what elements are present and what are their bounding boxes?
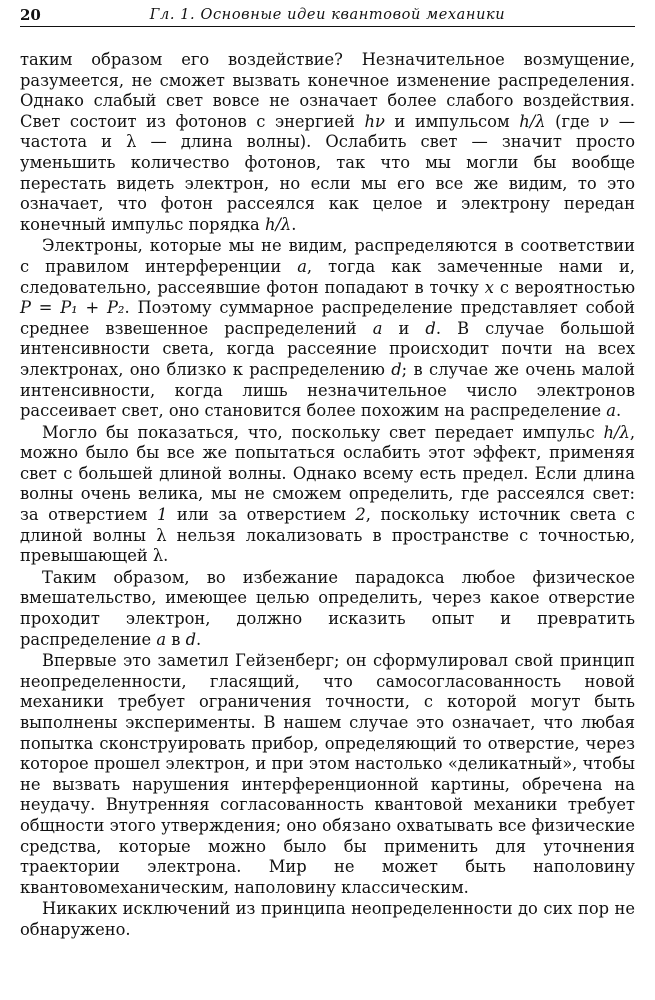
text-run: Никаких исключений из принципа неопределенности до сих пор не обнаружено. <box>20 899 635 939</box>
paragraph <box>20 236 635 421</box>
text-run: с вероятностью <box>493 277 635 297</box>
text-run: . В случае большой интенсивности света, когда рассеяние происходит почти на всех электронах, оно близко к распределению <box>20 318 635 379</box>
text-run: и <box>382 318 426 338</box>
page-number: 20 <box>20 6 41 24</box>
text-run: . <box>196 629 202 649</box>
formula: P = P₁ + P₂ <box>20 298 125 318</box>
paragraph-continuation <box>20 50 635 235</box>
text-run: Могло бы показаться, что, поскольку свет передает импульс <box>42 422 604 442</box>
formula: hν <box>364 111 385 131</box>
text-run: . <box>291 214 297 234</box>
formula: 2 <box>355 505 366 525</box>
paragraph <box>20 568 635 650</box>
formula: d <box>185 629 196 649</box>
formula: a <box>297 256 307 276</box>
formula: a <box>156 629 167 649</box>
paragraph <box>20 899 635 940</box>
text-run: таким образом его воздействие? Незначительное возмущение, разумеется, не сможет вызвать конечное изменение распределения. Однако слабый свет вовсе не означает более слабого воздействия. Свет состоит из фотонов с энергией <box>20 50 635 131</box>
formula: a <box>372 318 383 338</box>
text-run: или за отверстием <box>167 505 356 525</box>
text-run: . Поэтому суммарное распределение представляет собой среднее взвешенное распределений <box>20 298 635 338</box>
text-run: (где ν — частота и λ — длина волны). Ослабить свет — значит просто уменьшить количество фотонов, так что мы могли бы вообще перестать видеть электрон, но если мы его все же видим, то это означает, что фотон рассеялся как целое и электрону передан конечный импульс порядка <box>20 111 636 234</box>
formula: a <box>606 401 616 421</box>
text-run: . <box>616 401 622 421</box>
text-run: Впервые это заметил Гейзенберг; он сформулировал свой принцип неопределенности, гласящий, что самосогласованность новой механики требует ограничения точности, с которой могут быть выполнены эксперименты. В нашем случае это означает, что любая попытка сконструировать прибор, определяющий то отверстие, через которое прошел электрон, и при этом настолько «деликатный», чтобы не вызвать нарушения интерференционной картины, обречена на неудачу. Внутренняя согласованность квантовой механики требует общности этого утверждения; оно обязано охватывать все физические средства, которые можно было бы применить для уточнения траектории электрона. Мир не может быть наполовину квантовомеханическим, наполовину классическим. <box>20 651 635 897</box>
paragraph <box>20 423 635 567</box>
formula: h/λ <box>603 422 630 442</box>
formula: d <box>425 318 436 338</box>
text-run: Электроны, которые мы не видим, распределяются в соответствии с правилом интерференции <box>20 236 635 276</box>
text-run: ; в случае же очень малой интенсивности, когда лишь незначительное число электронов рассеивает свет, оно становится более похожим на распределение <box>20 359 635 421</box>
text-run: , можно было бы все же попытаться ослабить этот эффект, применяя свет с большей длиной волны. Однако всему есть предел. Если длина волны очень велика, мы не сможем определить, где рассеялся свет: за отверстием <box>20 422 635 525</box>
formula: h/λ <box>519 111 546 131</box>
paragraph <box>20 651 635 898</box>
text-run: в <box>166 629 186 649</box>
text-run: Таким образом, во избежание парадокса любое физическое вмешательство, имеющее целью определить, через какое отверстие проходит электрон, должно исказить опыт и превратить распределение <box>20 567 635 649</box>
formula: 1 <box>156 505 168 525</box>
page-header <box>20 4 635 27</box>
page-body <box>20 50 635 941</box>
formula: d <box>391 359 402 379</box>
text-run: и импульсом <box>384 111 520 131</box>
formula: h/λ <box>264 214 292 234</box>
text-run: , поскольку источник света с длиной волны λ нельзя локализовать в пространстве с точностью, превышающей λ. <box>20 505 635 566</box>
running-title: Гл. 1. Основные идеи квантовой механики <box>149 7 506 23</box>
formula: x <box>484 277 494 297</box>
text-run: , тогда как замеченные нами и, следовательно, рассеявшие фотон попадают в точку <box>20 256 635 297</box>
